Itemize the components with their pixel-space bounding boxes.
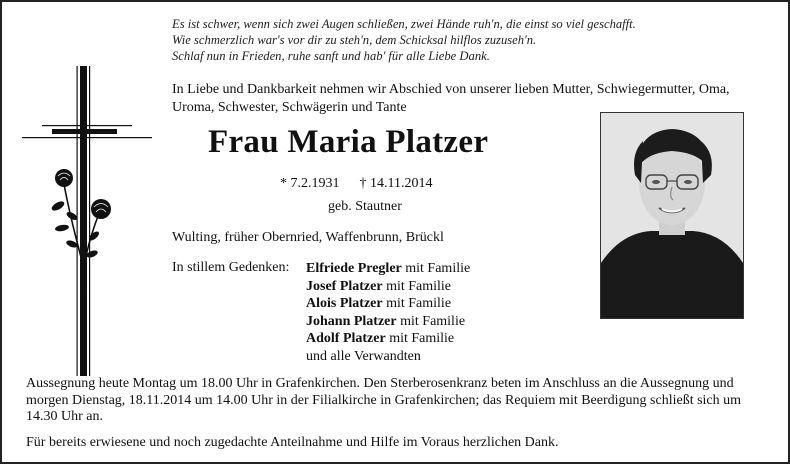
relatives: und alle Verwandten [306, 348, 421, 364]
thanks-text: Für bereits erwiesene und noch zugedachte Anteilnahme und Hilfe im Voraus herzlichen Dank. [26, 435, 559, 450]
mourner-suffix: mit Familie [401, 261, 471, 276]
death-date: † 14.11.2014 [359, 176, 433, 191]
life-dates [280, 176, 452, 192]
portrait-image [601, 113, 743, 318]
mourner [306, 313, 470, 331]
mourner-suffix: mit Familie [396, 313, 466, 329]
mourner-name: Alois Platzer [306, 296, 383, 311]
birth-date: * 7.2.1931 [280, 176, 340, 191]
mourner-suffix: mit Familie [382, 296, 452, 311]
mourners-list [306, 260, 470, 365]
mourner [306, 330, 470, 348]
mourner-suffix: mit Familie [382, 278, 452, 294]
mourner [306, 260, 470, 278]
mourner [306, 278, 470, 296]
mourner [306, 295, 470, 313]
portrait-photo [600, 112, 744, 319]
deceased-name: Frau Maria Platzer [208, 124, 489, 160]
funeral-notice: Aussegnung heute Montag um 18.00 Uhr in Grafenkirchen. Den Sterberosenkranz beten im Anschluss an die Aussegnung und morgen Dienstag, 18.11.2014 um 14.00 Uhr in der Filialkirche in Grafenkirchen; das Requiem mit Beerdigung schließt sich um 14.30 Uhr an. [26, 376, 742, 424]
poem [172, 16, 692, 64]
cross-with-roses-icon [22, 66, 152, 376]
mourner-suffix: mit Familie [385, 331, 455, 346]
mourner-name: Johann Platzer [306, 313, 397, 329]
birth-name: geb. Stautner [328, 199, 402, 214]
mourning-label: In stillem Gedenken: [172, 260, 290, 275]
mourner-name: Adolf Platzer [306, 331, 386, 346]
places: Wulting, früher Obernried, Waffenbrunn, Brückl [172, 230, 444, 245]
mourner-name: Elfriede Pregler [306, 261, 402, 276]
intro-text: In Liebe und Dankbarkeit nehmen wir Abschied von unserer lieben Mutter, Schwiegermutter, Oma, Uroma, Schwester, Schwägerin und Tante [172, 82, 730, 115]
poem-line: Schlaf nun in Frieden, ruhe sanft und hab' für alle Liebe Dank. [172, 49, 490, 63]
poem-line: Wie schmerzlich war's vor dir zu steh'n, dem Schicksal hilflos zuzuseh'n. [172, 33, 537, 47]
poem-line: Es ist schwer, wenn sich zwei Augen schließen, zwei Hände ruh'n, die einst so viel geschafft. [172, 17, 636, 31]
mourner-name: Josef Platzer [306, 278, 383, 294]
